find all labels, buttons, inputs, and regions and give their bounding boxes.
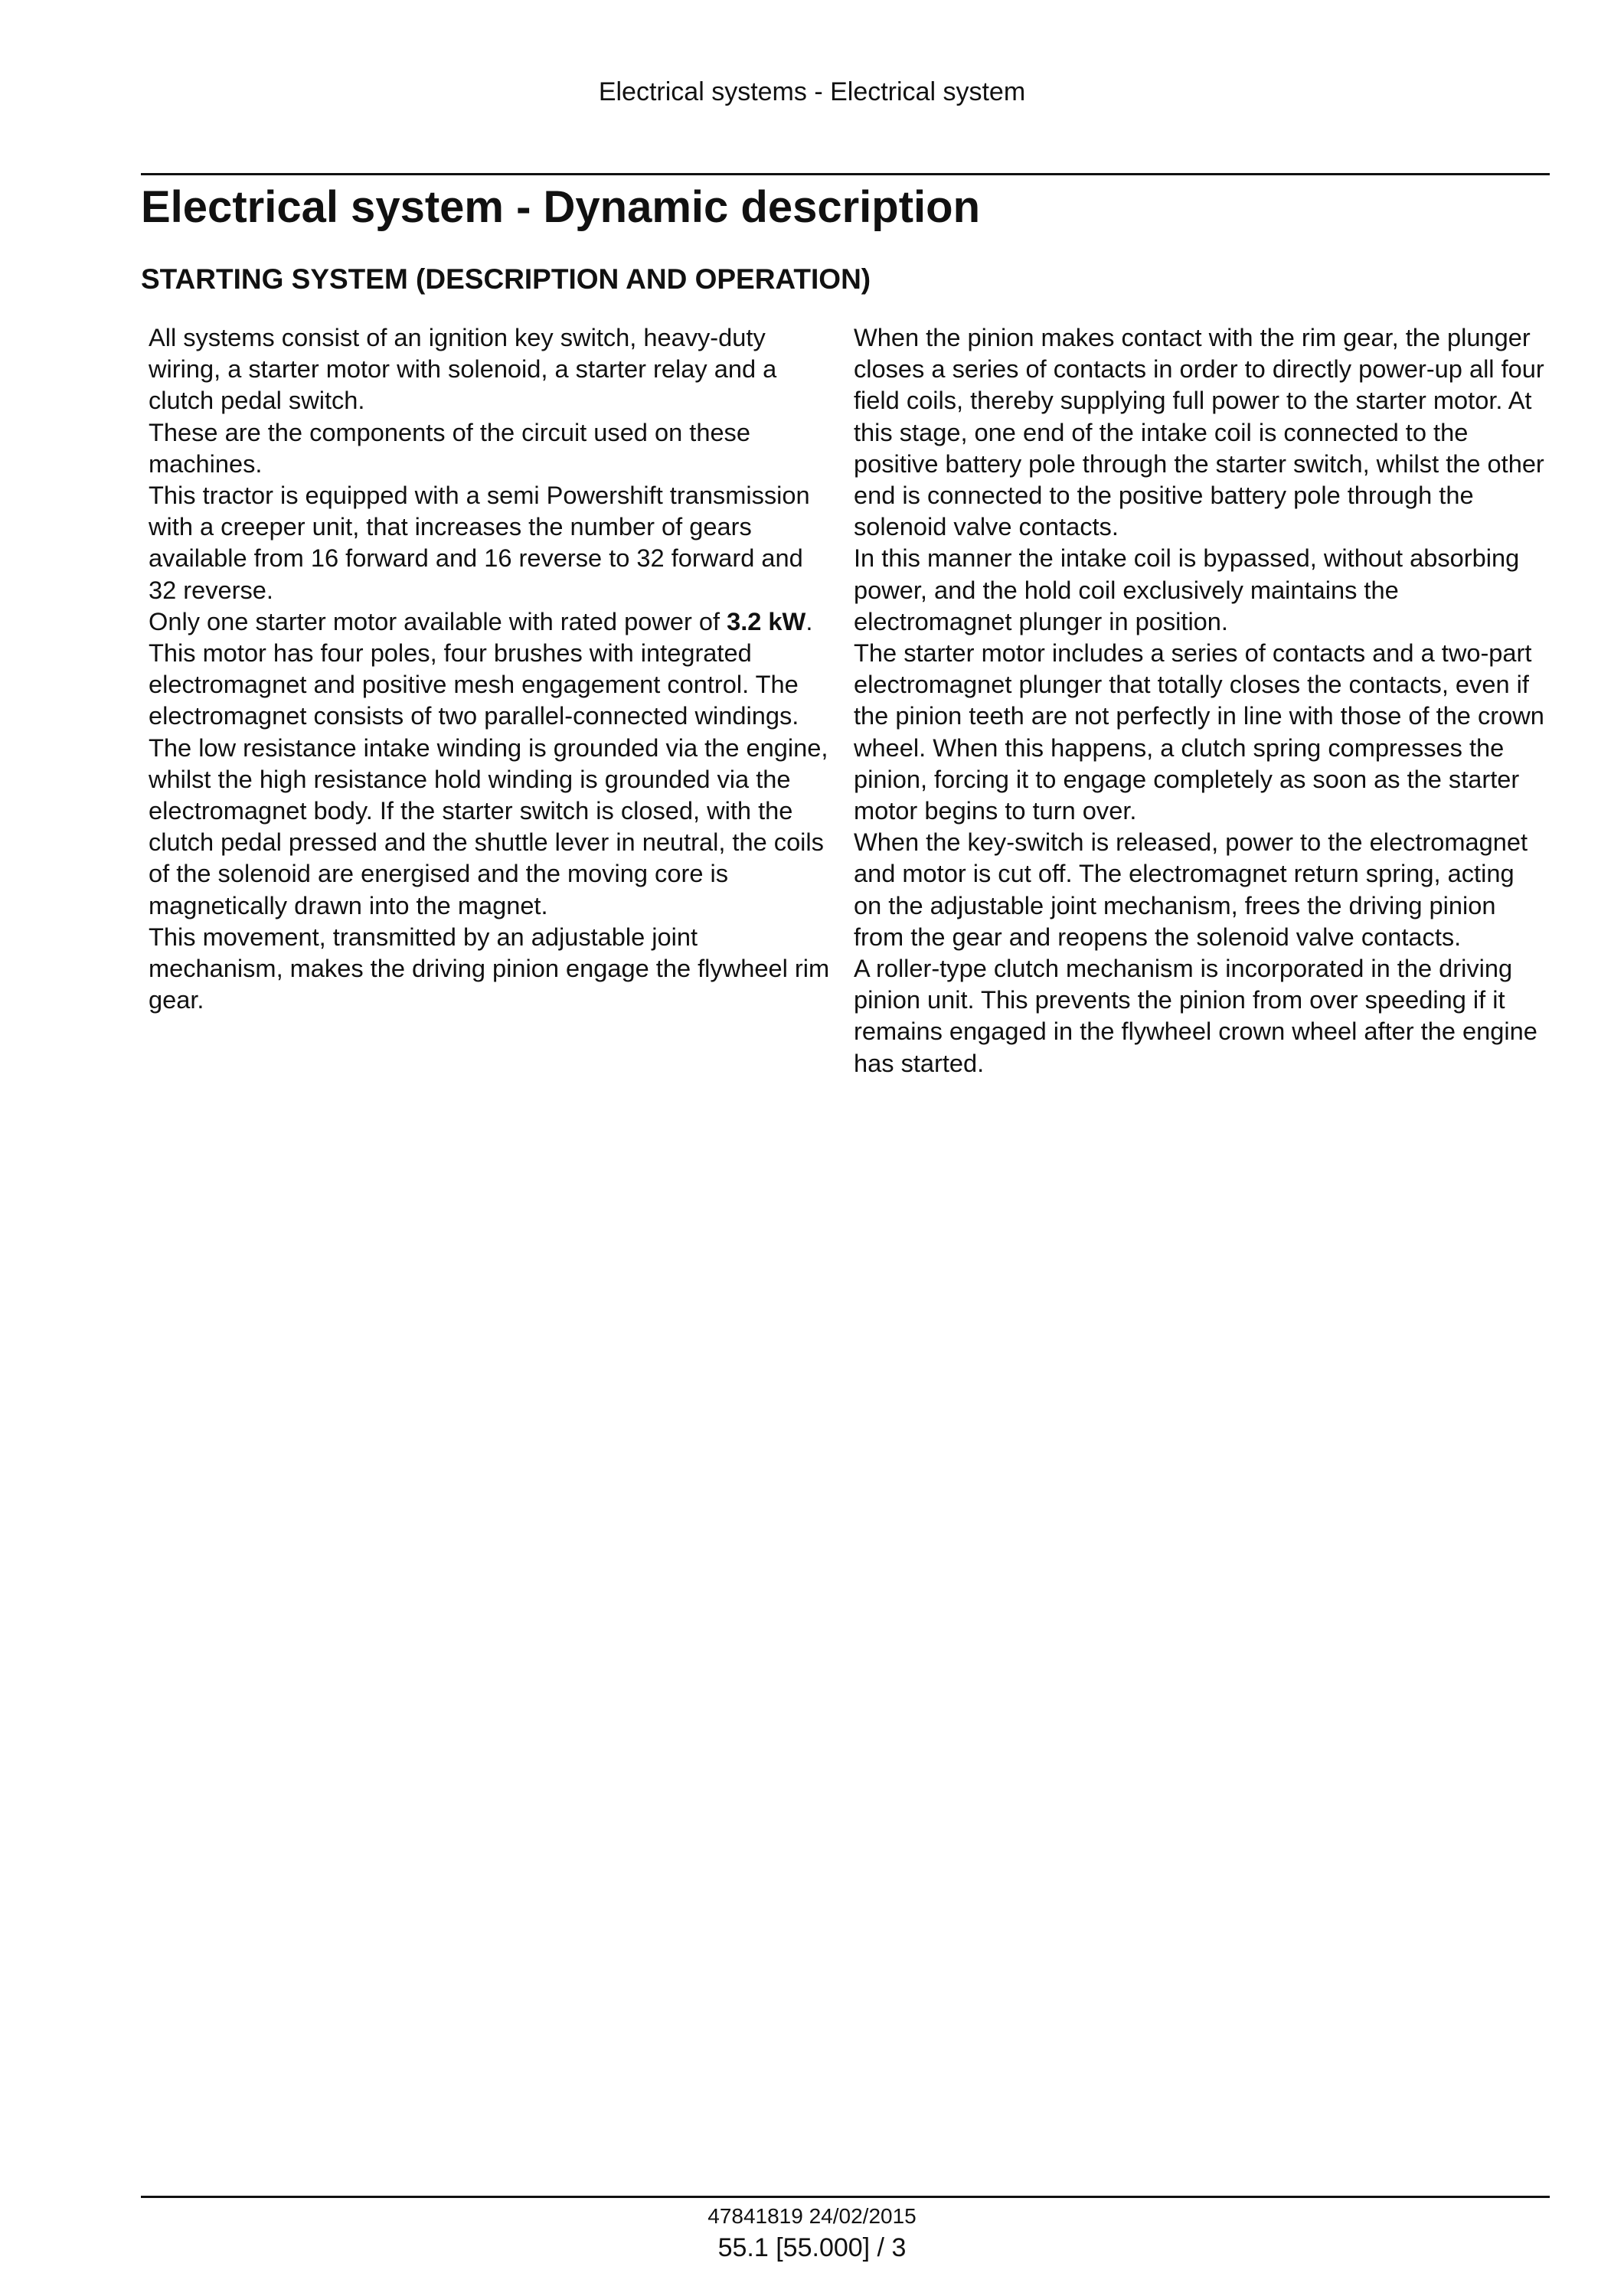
page-title: Electrical system - Dynamic description	[141, 182, 980, 232]
right-text-column	[854, 322, 1547, 1079]
paragraph-text: . This motor has four poles, four brushes with integrated electromagnet and positive mesh engagement control. The electromagnet consists of two parallel-connected windings. The low resistance intake winding is grounded via the engine, whilst the high resistance hold winding is grounded via the electromagnet body. If the starter switch is closed, with the clutch pedal pressed and the shuttle lever in neutral, the coils of the solenoid are energised and the moving core is magnetically drawn into the magnet.	[149, 606, 828, 919]
paragraph-text: Only one starter motor available with rated power of	[149, 606, 727, 635]
left-text-column	[149, 322, 838, 1015]
page-reference: 55.1 [55.000] / 3	[717, 2233, 907, 2262]
left-paragraph-4	[149, 606, 838, 921]
left-paragraph-5: This movement, transmitted by an adjustable joint mechanism, makes the driving pinion engage the flywheel rim gear.	[149, 922, 830, 1014]
section-heading: STARTING SYSTEM (DESCRIPTION AND OPERATION)	[141, 263, 871, 295]
right-paragraph-3: The starter motor includes a series of contacts and a two-part electromagnet plunger that totally closes the contacts, even if the pinion teeth are not perfectly in line with those of the crown wheel. When this happens, a clutch spring compresses the pinion, forcing it to engage completely as soon as the starter motor begins to turn over.	[854, 639, 1544, 825]
left-paragraph-2: These are the components of the circuit used on these machines.	[149, 417, 750, 478]
left-paragraph-1: All systems consist of an ignition key switch, heavy-duty wiring, a starter motor with solenoid, a starter relay and a clutch pedal switch.	[149, 323, 777, 415]
rated-power-value: 3.2 kW	[727, 606, 806, 635]
right-paragraph-5: A roller-type clutch mechanism is incorporated in the driving pinion unit. This prevents the pinion from over speeding if it remains engaged in the flywheel crown wheel after the engine has started.	[854, 954, 1537, 1077]
document-reference: 47841819 24/02/2015	[707, 2204, 917, 2228]
left-paragraph-3: This tractor is equipped with a semi Powershift transmission with a creeper unit, that increases the number of gears available from 16 forward and 16 reverse to 32 forward and 32 reverse.	[149, 481, 810, 604]
header-rule	[141, 173, 1550, 175]
right-paragraph-4: When the key-switch is released, power to the electromagnet and motor is cut off. The electromagnet return spring, acting on the adjustable joint mechanism, frees the driving pinion from the gear and reopens the solenoid valve contacts.	[854, 828, 1528, 951]
right-paragraph-1: When the pinion makes contact with the rim gear, the plunger closes a series of contacts in order to directly power-up all four field coils, thereby supplying full power to the starter motor. At this stage, one end of the intake coil is connected to the positive battery pole through the starter switch, whilst the other end is connected to the positive battery pole through the solenoid valve contacts.	[854, 323, 1544, 541]
footer-rule	[141, 2196, 1550, 2198]
right-paragraph-2: In this manner the intake coil is bypassed, without absorbing power, and the hold coil exclusively maintains the electromagnet plunger in position.	[854, 544, 1520, 635]
running-header: Electrical systems - Electrical system	[598, 77, 1026, 106]
